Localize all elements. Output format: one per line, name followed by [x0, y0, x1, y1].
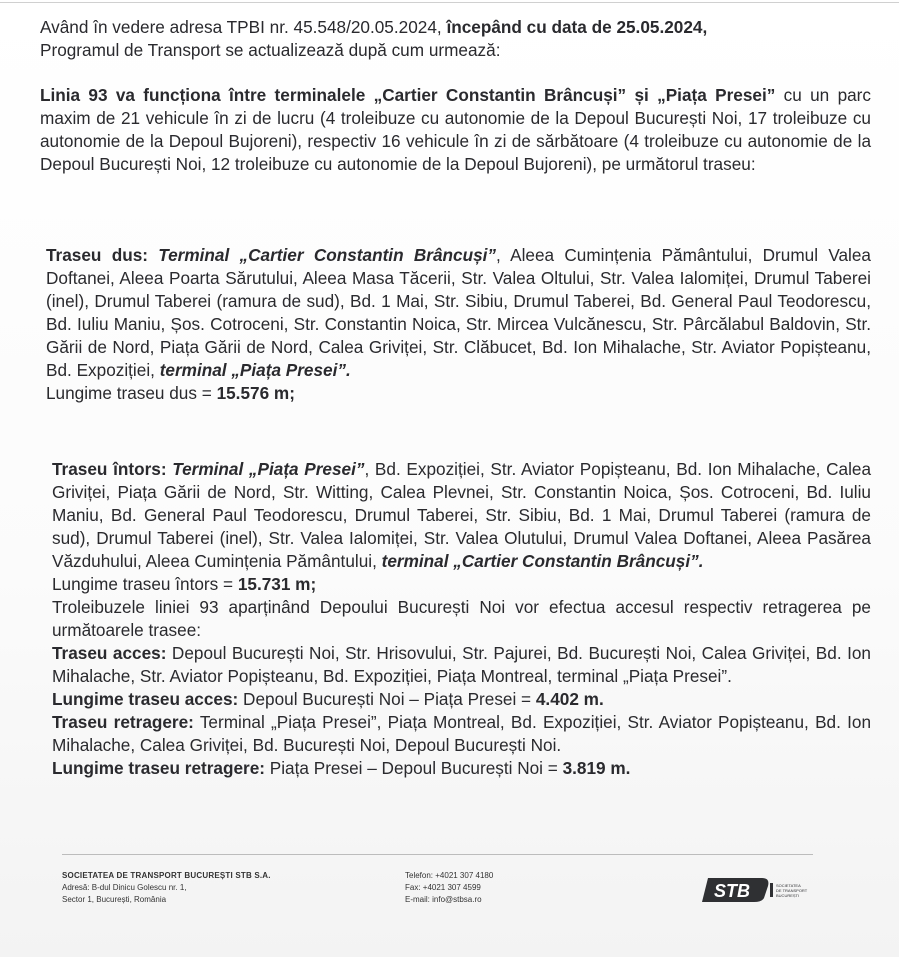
access-route-stops: Depoul București Noi, Str. Hrisovului, Str. Pajurei, Bd. București Noi, Calea Griviței, Bd. Ion Mihalache, Str. Aviator Popișteanu, Bd. Expoziției, Piața Montreal, terminal „Piața Presei”. — [52, 643, 871, 686]
route-return-end: terminal „Cartier Constantin Brâncuși”. — [381, 551, 704, 571]
route-return-label: Traseu întors: — [52, 459, 173, 479]
access-route — [52, 642, 871, 688]
footer-address-line1: Adresă: B-dul Dinicu Golescu nr. 1, — [62, 883, 187, 892]
withdrawal-length-value: 3.819 m. — [562, 758, 631, 778]
route-return-length-label: Lungime traseu întors = — [52, 574, 238, 594]
footer-company-block — [62, 870, 271, 906]
footer-phone: Telefon: +4021 307 4180 — [405, 871, 494, 880]
footer-divider — [62, 854, 813, 855]
route-outbound-length-label: Lungime traseu dus = — [46, 383, 217, 403]
access-length-value: 4.402 m. — [535, 689, 604, 709]
intro-text-part1: Având în vedere adresa TPBI nr. 45.548/20.05.2024, — [40, 17, 447, 37]
withdrawal-route-label: Traseu retragere: — [52, 712, 194, 732]
access-length-label: Lungime traseu acces: — [52, 689, 239, 709]
route-outbound-section — [46, 244, 871, 405]
line-93-paragraph — [40, 84, 871, 176]
route-outbound-length-value: 15.576 m; — [216, 383, 295, 403]
withdrawal-length-label: Lungime traseu retragere: — [52, 758, 265, 778]
intro-text-part2: Programul de Transport se actualizează după cum urmează: — [40, 40, 501, 60]
footer-fax: Fax: +4021 307 4599 — [405, 883, 481, 892]
intro-text — [40, 16, 871, 62]
route-return-length-value: 15.731 m; — [237, 574, 317, 594]
line-93-title: Linia 93 va funcționa între terminalele „Cartier Constantin Brâncuși” și „Piața Presei” — [40, 85, 776, 105]
withdrawal-route — [52, 711, 871, 757]
intro-paragraph — [40, 16, 871, 62]
route-return-start: Terminal „Piața Presei” — [172, 459, 365, 479]
intro-effective-date: începând cu data de 25.05.2024, — [446, 17, 708, 37]
withdrawal-length — [52, 757, 871, 780]
access-length — [52, 688, 871, 711]
footer-contact-block — [405, 870, 493, 906]
top-divider — [0, 2, 899, 3]
access-length-route: Depoul București Noi – Piața Presei = — [238, 689, 536, 709]
route-return-stops: , Bd. Expoziției, Str. Aviator Popișteanu, Bd. Ion Mihalache, Calea Griviței, Piața Gării de Nord, Str. Witting, Calea Plevnei, Str. Constantin Noica, Șos. Cotroceni, Bd. Iuliu Maniu, Bd. General Paul Teodorescu, Drumul Taberei, Str. Sibiu, Bd. 1 Mai, Drumul Taberei (ramura de sud), Drumul Taberei (inel), Str. Valea Ialomiței, Str. Valea Olutului, Drumul Valea Doftanei, Aleea Pasărea Văzduhului, Aleea Cumințenia Pământului, — [52, 459, 872, 571]
route-outbound-start: Terminal „Cartier Constantin Brâncuși” — [158, 245, 497, 265]
line-93-text — [40, 84, 871, 176]
route-outbound-label: Traseu dus: — [46, 245, 159, 265]
route-outbound-text — [46, 244, 871, 382]
route-outbound-stops: , Aleea Cumințenia Pământului, Drumul Valea Doftanei, Aleea Poarta Sărutului, Aleea Masa Tăcerii, Str. Valea Oltului, Str. Valea Ialomiței, Drumul Taberei (inel), Drumul Taberei (ramura de sud), Bd. 1 Mai, Str. Sibiu, Drumul Taberei, Bd. General Paul Teodorescu, Bd. Iuliu Maniu, Șos. Cotroceni, Str. Constantin Noica, Str. Mircea Vulcănescu, Str. Pârcălabul Baldovin, Str. Gării de Nord, Piața Gării de Nord, Calea Griviței, Str. Clăbucet, Bd. Ion Mihalache, Str. Aviator Popișteanu, Bd. Expoziției, — [46, 245, 871, 380]
route-outbound-end: terminal „Piața Presei”. — [159, 360, 351, 380]
route-return-section — [52, 458, 871, 780]
access-route-label: Traseu acces: — [52, 643, 167, 663]
withdrawal-route-stops: Terminal „Piața Presei”, Piața Montreal, Bd. Expoziției, Str. Aviator Popișteanu, Bd. Ion Mihalache, Calea Griviței, Bd. București Noi, Depoul București Noi. — [52, 712, 872, 755]
footer-company-name: SOCIETATEA DE TRANSPORT BUCUREȘTI STB S.A. — [62, 871, 271, 880]
stb-logo-text: STB — [714, 881, 750, 901]
line-93-details: cu un parc maxim de 21 vehicule în zi de lucru (4 troleibuze cu autonomie de la Depoul București Noi, 17 troleibuze cu autonomie de la Depoul Bujoreni), respectiv 16 vehicule în zi de sărbătoare (4 troleibuze cu autonomie de la Depoul București Noi, 12 troleibuze cu autonomie de la Depoul Bujoreni), pe următorul traseu: — [40, 85, 871, 174]
withdrawal-length-route: Piața Presei – Depoul București Noi = — [265, 758, 563, 778]
route-return-text — [52, 458, 871, 573]
stb-logo — [700, 874, 820, 904]
stb-logo-subtitle: SOCIETATEA DE TRANSPORT BUCUREȘTI — [776, 883, 808, 898]
route-return-length — [52, 573, 871, 596]
footer-email: E-mail: info@stbsa.ro — [405, 895, 482, 904]
route-outbound-length — [46, 382, 871, 405]
footer-address-line2: Sector 1, București, România — [62, 895, 167, 904]
depot-access-note: Troleibuzele liniei 93 aparținând Depoului București Noi vor efectua accesul respectiv retragerea pe următoarele trasee: — [52, 597, 871, 640]
